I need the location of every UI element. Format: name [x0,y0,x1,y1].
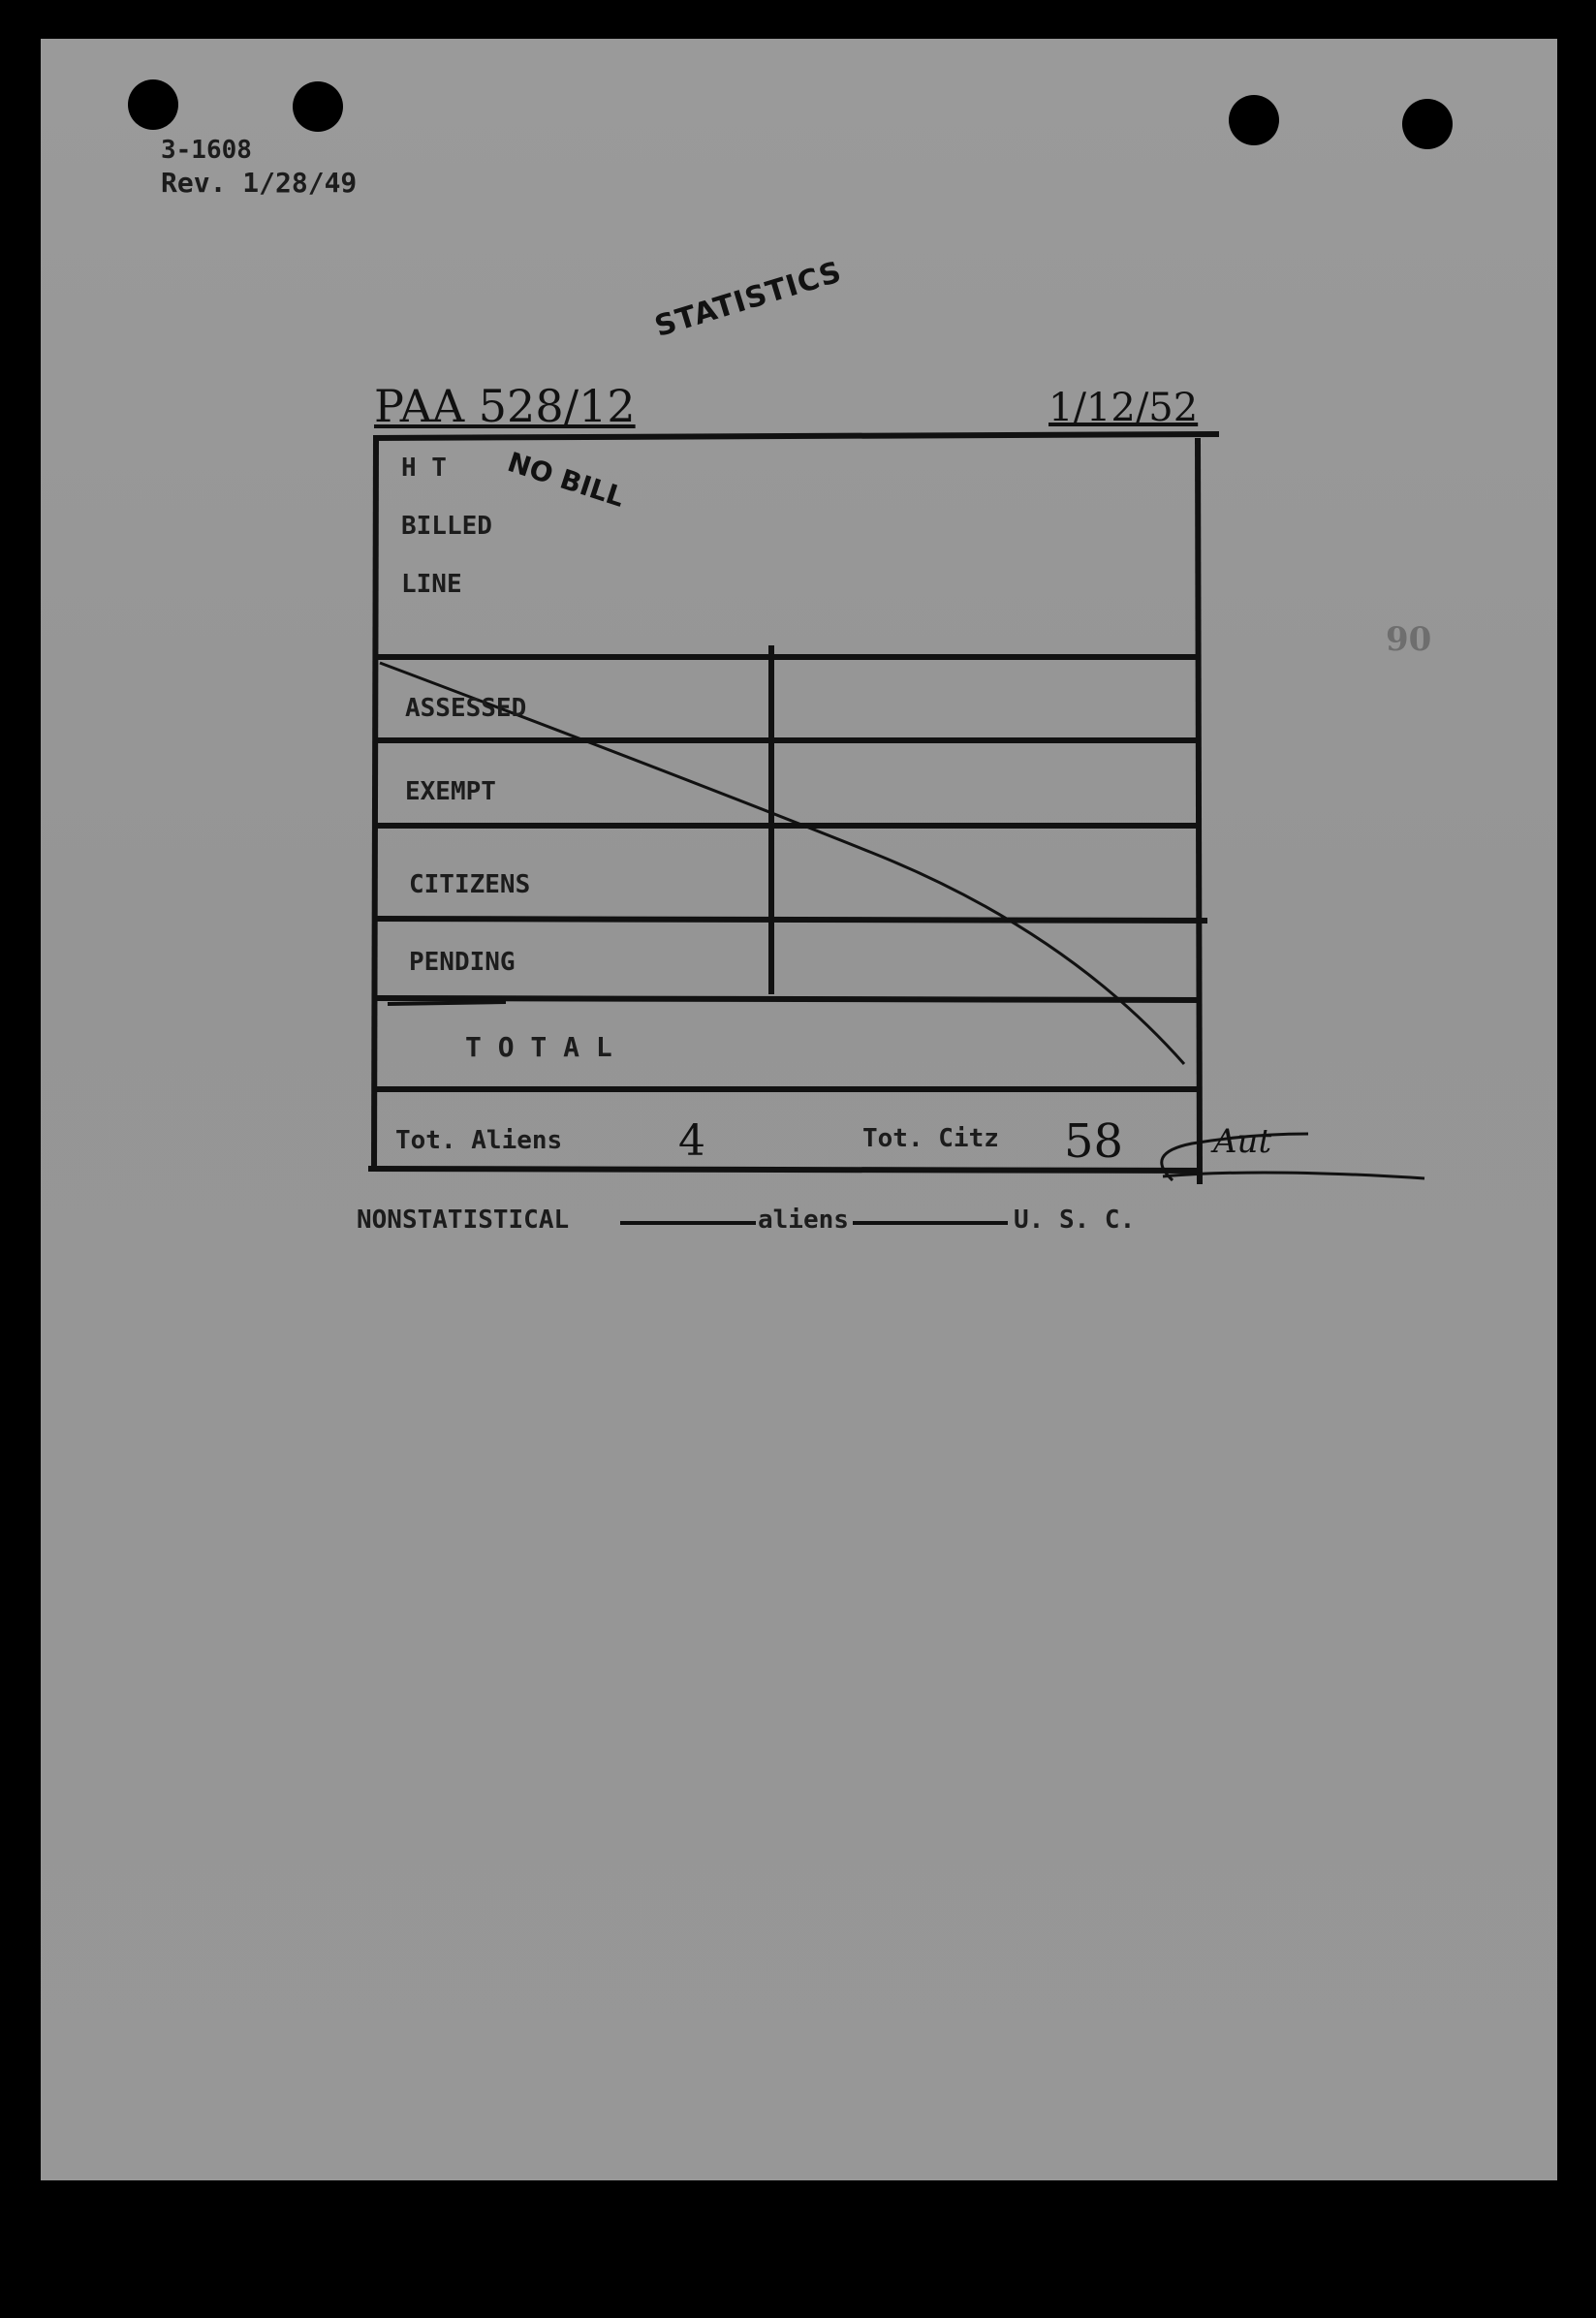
row-exempt: EXEMPT [405,777,496,806]
row-citizens: CITIZENS [409,870,531,899]
tot-aliens-label: Tot. Aliens [395,1126,563,1155]
row-pending: PENDING [409,948,516,977]
manifest-reference: PAA 528/12 [374,380,636,432]
total-label: T O T A L [465,1031,612,1063]
header-billed: BILLED [401,512,492,541]
date-handwritten: 1/12/52 [1048,386,1199,430]
tot-citz-value: 58 [1064,1114,1124,1169]
nonstatistical-label: NONSTATISTICAL [357,1206,570,1235]
tot-aliens-value: 4 [678,1116,705,1166]
initials-signature: Aut [1213,1122,1272,1161]
form-number: 3-1608 [161,136,252,165]
row-assessed: ASSESSED [405,694,527,723]
header-ht: H T [401,454,447,483]
form-revision: Rev. 1/28/49 [161,167,358,199]
tot-citz-label: Tot. Citz [862,1124,999,1153]
header-line: LINE [401,570,462,599]
usc-label: U. S. C. [1014,1206,1136,1235]
statistics-stamp: STATISTICS [650,255,846,344]
margin-number: 90 [1386,620,1432,659]
no-bill-stamp: NO BILL [503,446,629,514]
aliens-label: aliens [758,1206,849,1235]
